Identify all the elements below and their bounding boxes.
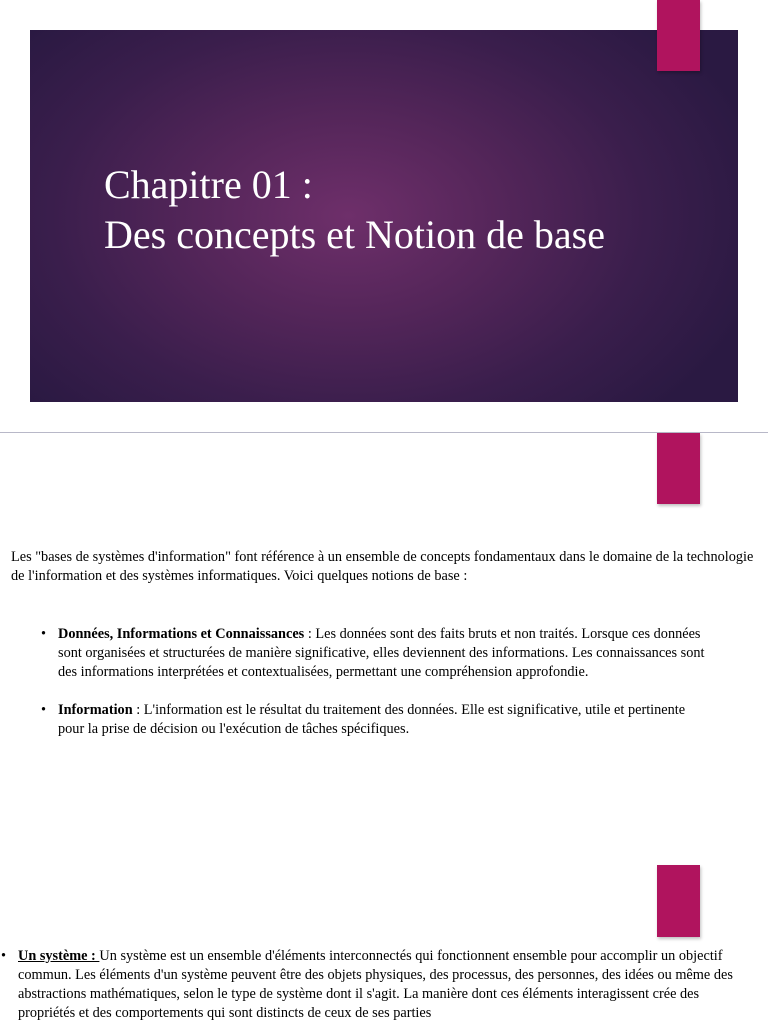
bullet-icon: • — [41, 702, 47, 718]
accent-tab — [657, 0, 700, 71]
bullet-icon: • — [1, 948, 7, 964]
bullet-icon: • — [41, 626, 47, 642]
bullet-term: Données, Informations et Connaissances — [58, 626, 305, 642]
slide-concepts — [0, 433, 768, 865]
bullet-text: : L'information est le résultat du traitement des données. Elle est significative, utile et pertinente pour la prise de décision ou l'exécution de tâches spécifiques. — [58, 702, 686, 737]
system-term: Un système : — [18, 948, 100, 964]
slide-title-heading — [104, 160, 605, 260]
concept-list — [41, 625, 708, 758]
bullet-term: Information — [58, 702, 133, 718]
title-line-2: Des concepts et Notion de base — [104, 212, 605, 257]
list-item — [41, 701, 708, 739]
slide-systeme — [0, 865, 768, 1024]
bullet-text: : Les données sont des faits bruts et non traités. Lorsque ces données sont organisées et structurées de manière significative, elles deviennent des informations. Les connaissances sont des informations interprétées et contextualisées, permettant une compréhension approfondie. — [58, 626, 705, 680]
intro-paragraph: Les "bases de systèmes d'information" font référence à un ensemble de concepts fondamentaux dans le domaine de la technologie de l'information et des systèmes informatiques. Voici quelques notions de base : — [11, 549, 754, 584]
list-item — [41, 625, 708, 682]
system-text: Un système est un ensemble d'éléments interconnectés qui fonctionnent ensemble pour accomplir un objectif commun. Les éléments d'un système peuvent être des objets physiques, des processus, des personnes, des idées ou même des abstractions mathématiques, selon le type de système dont il s'agit. La manière dont ces éléments interagissent crée des propriétés et des comportements qui sont distincts de ceux de ses parties — [18, 948, 733, 1021]
title-line-1: Chapitre 01 : — [104, 162, 313, 207]
accent-tab — [657, 433, 700, 504]
accent-tab — [657, 865, 700, 937]
system-definition — [1, 947, 758, 1023]
slide-title — [0, 0, 768, 432]
